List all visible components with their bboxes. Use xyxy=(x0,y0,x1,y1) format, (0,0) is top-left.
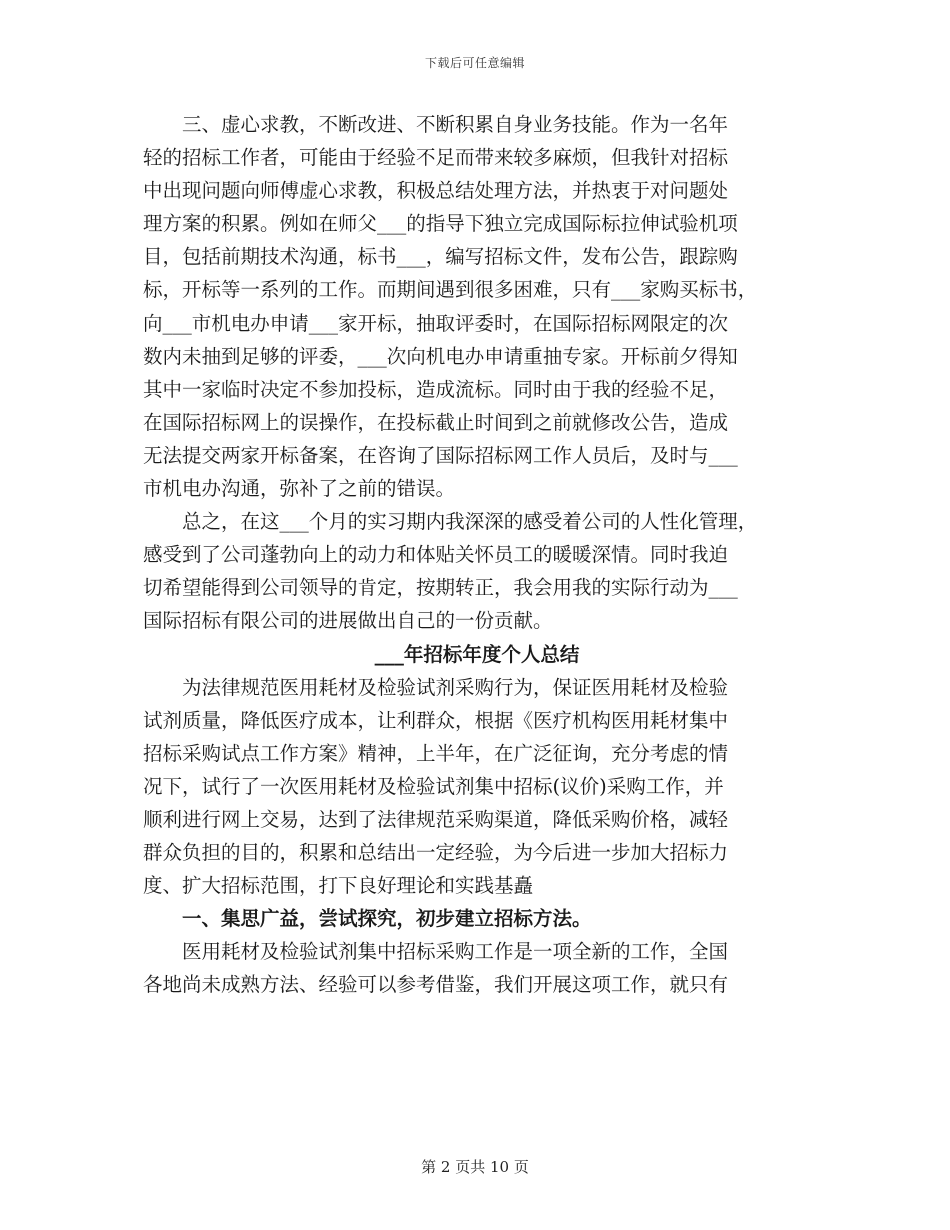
paragraph-line: 其中一家临时决定不参加投标，造成流标。同时由于我的经验不足， xyxy=(143,377,729,401)
paragraph-line: 向___市机电办申请___家开标，抽取评委时，在国际招标网限定的次 xyxy=(143,311,729,335)
paragraph-line: 无法提交两家开标备案，在咨询了国际招标网工作人员后，及时与___ xyxy=(143,443,738,467)
subsection-heading: 一、集思广益，尝试探究，初步建立招标方法。 xyxy=(182,907,592,931)
paragraph-line: 度、扩大招标范围，打下良好理论和实践基矗 xyxy=(143,874,534,898)
document-body xyxy=(143,108,811,1002)
paragraph-line: 各地尚未成熟方法、经验可以参考借鉴，我们开展这项工作，就只有 xyxy=(143,973,729,997)
paragraph-line: 为法律规范医用耗材及检验试剂采购行为，保证医用耗材及检验 xyxy=(182,675,729,699)
paragraph-line: 总之，在这___个月的实习期内我深深的感受着公司的人性化管理， xyxy=(182,510,758,534)
paragraph-line: 数内未抽到足够的评委，___次向机电办申请重抽专家。开标前夕得知 xyxy=(143,344,738,368)
paragraph-line: 在国际招标网上的误操作，在投标截止时间到之前就修改公告，造成 xyxy=(143,410,729,434)
page-number: 第 2 页共 10 页 xyxy=(421,1158,529,1176)
paragraph-line: 三、虚心求教，不断改进、不断积累自身业务技能。作为一名年 xyxy=(182,113,729,136)
page-header: 下载后可任意编辑 xyxy=(424,56,525,70)
paragraph-line: 轻的招标工作者，可能由于经验不足而带来较多麻烦，但我针对招标 xyxy=(143,146,729,170)
paragraph-line: 试剂质量，降低医疗成本，让利群众，根据《医疗机构医用耗材集中 xyxy=(143,708,729,732)
paragraph-line: 理方案的积累。例如在师父___的指导下独立完成国际标拉伸试验机项 xyxy=(143,212,738,236)
paragraph-line: 国际招标有限公司的进展做出自己的一份贡献。 xyxy=(143,609,553,633)
paragraph-line: 感受到了公司蓬勃向上的动力和体贴关怀员工的暖暖深情。同时我迫 xyxy=(143,543,729,567)
paragraph-line: 医用耗材及检验试剂集中招标采购工作是一项全新的工作，全国 xyxy=(182,940,729,964)
paragraph-line: 顺利进行网上交易，达到了法律规范采购渠道，降低采购价格，减轻 xyxy=(143,807,729,831)
paragraph-line: 况下，试行了一次医用耗材及检验试剂集中招标(议价)采购工作，并 xyxy=(143,774,724,798)
paragraph-line: 中出现问题向师傅虚心求教，积极总结处理方法，并热衷于对问题处 xyxy=(143,179,729,203)
paragraph-line: 招标采购试点工作方案》精神，上半年，在广泛征询，充分考虑的情 xyxy=(143,741,729,765)
paragraph-line: 目，包括前期技术沟通，标书___，编写招标文件，发布公告，跟踪购 xyxy=(143,245,738,269)
paragraph-line: 切希望能得到公司领导的肯定，按期转正，我会用我的实际行动为___ xyxy=(143,576,738,600)
section-title: ___年招标年度个人总结 xyxy=(374,642,580,666)
paragraph-line: 市机电办沟通，弥补了之前的错误。 xyxy=(143,477,456,501)
paragraph-line: 群众负担的目的，积累和总结出一定经验，为今后进一步加大招标力 xyxy=(143,841,729,865)
paragraph-line: 标，开标等一系列的工作。而期间遇到很多困难，只有___家购买标书， xyxy=(143,278,758,302)
